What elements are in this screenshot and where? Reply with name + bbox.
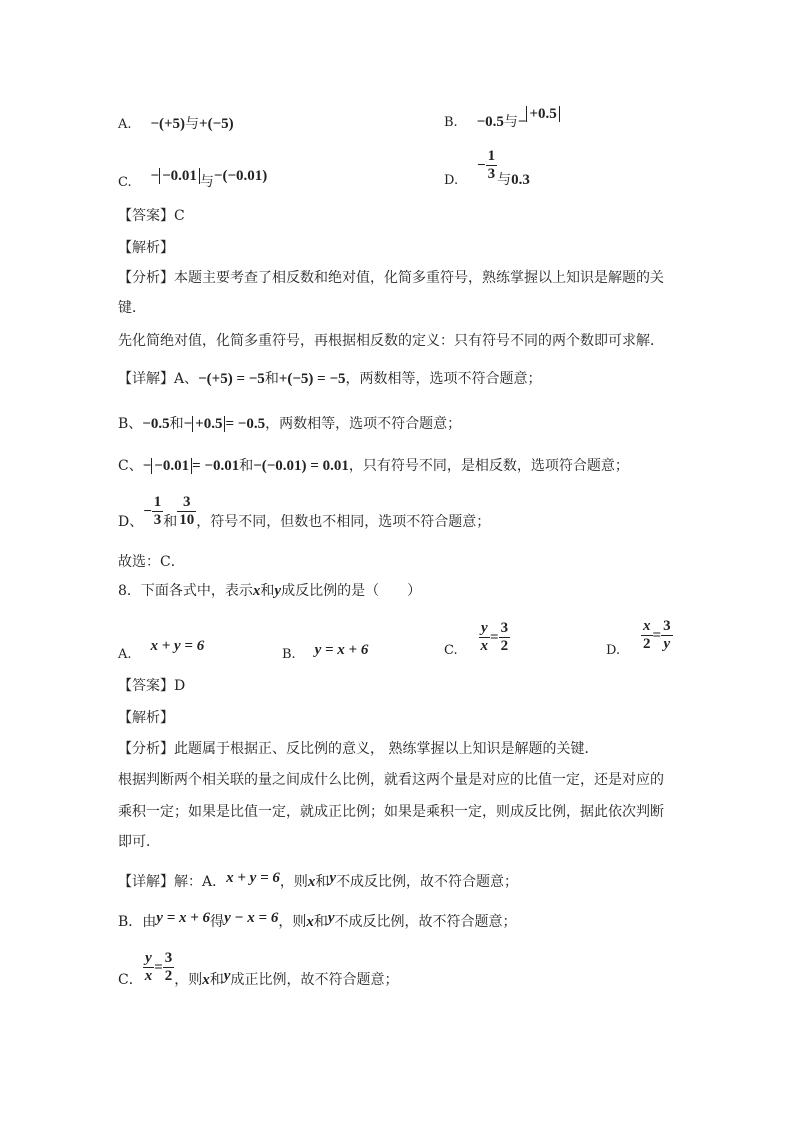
denominator: 3: [487, 166, 496, 182]
math-var: x: [307, 874, 316, 890]
equals-sign: =: [490, 629, 499, 646]
text: B．由: [118, 914, 157, 930]
option-label: A.: [118, 117, 132, 132]
denominator: 2: [643, 636, 651, 652]
analysis-text: 【分析】此题属于根据正、反比例的意义， 熟练掌握以上知识是解题的关键．: [118, 741, 599, 757]
abs-expr: +0.5: [526, 106, 559, 122]
text: 不成反比例，故不符合题意；: [334, 914, 517, 930]
text: 与: [503, 114, 518, 130]
option-label: B.: [282, 647, 296, 662]
q8-detail-c: C． $\frac{y}{x}$ = $\frac{3}{2}$ ，则x和y成正比例，故不符合题意；: [118, 950, 399, 988]
option-label: C.: [118, 175, 132, 190]
q8-detail-a: [118, 872, 518, 892]
math-var: y: [329, 870, 337, 886]
math-var: x: [252, 583, 261, 599]
answer: 【答案】C: [118, 208, 185, 224]
abs-expr: +0.5: [192, 416, 225, 432]
numerator: 1: [153, 494, 162, 510]
text: 和: [313, 914, 328, 930]
denominator: x: [480, 638, 489, 654]
text: 与: [185, 116, 200, 132]
numerator: 3: [500, 620, 509, 636]
q7-option-a: [118, 114, 234, 135]
math-expr: x + y = 6: [226, 870, 280, 886]
denominator: x: [144, 968, 153, 984]
fraction: [661, 618, 673, 653]
math-expr: = −0.01: [192, 458, 240, 474]
math-expr: −(+5) = −5: [198, 371, 265, 387]
q7-detail-c: [118, 456, 629, 476]
math-expr: −0.5: [142, 416, 170, 432]
text: C．: [118, 971, 143, 988]
math-expr: +(−5) = −5: [278, 371, 346, 387]
q7-option-c: [118, 168, 268, 193]
text: 和: [315, 874, 330, 890]
q8-stem: [118, 581, 421, 601]
fraction: [641, 618, 653, 653]
text: 和: [239, 458, 254, 474]
numerator: 1: [487, 148, 496, 164]
minus-sign: −: [477, 157, 486, 174]
option-label: D.: [606, 642, 621, 658]
math-expr: y = x + 6: [156, 910, 211, 926]
fraction: [143, 950, 155, 985]
text: 不成反比例，故不符合题意；: [336, 874, 519, 890]
math-expr: y − x = 6: [224, 910, 279, 926]
answer: 【答案】D: [118, 678, 186, 694]
math-expr: = −0.5: [225, 416, 266, 432]
math-expr: −: [517, 114, 527, 130]
text: ，只有符号不同，是相反数，选项符合题意；: [348, 458, 629, 474]
denominator: y: [663, 636, 671, 652]
math-expr: +(−5): [199, 116, 234, 132]
math-var: y: [327, 910, 335, 926]
fraction: [163, 950, 175, 985]
math-var: x: [202, 971, 210, 988]
text: ，两数相等，选项不符合题意；: [345, 371, 542, 387]
minus-sign: −: [143, 503, 152, 520]
denominator: 10: [179, 512, 195, 528]
q7-detail-d: [118, 494, 490, 529]
q8-option-b: [282, 644, 368, 665]
analysis-text: 【分析】本题主要考查了相反数和绝对值，化简多重符号，熟练掌握以上知识是解题的关: [118, 270, 664, 286]
q7-detail-b: [118, 414, 461, 434]
fraction: [479, 620, 491, 655]
text: C、: [118, 458, 143, 474]
text: ，则: [279, 874, 308, 890]
text: 【详解】A、: [118, 371, 199, 387]
q8-option-d: [606, 618, 673, 658]
math-expr: −(+5): [150, 116, 186, 132]
numerator: 3: [177, 494, 196, 512]
math-expr: −(−0.01): [213, 168, 268, 184]
math-expr: −(−0.01) = 0.01: [253, 458, 349, 474]
math-var: y: [223, 967, 231, 984]
denominator: 2: [164, 968, 173, 984]
analysis-text: 根据判断两个相关联的量之间成什么比例，就看这两个量是对应的比值一定，还是对应的: [118, 772, 664, 788]
q8-option-c: [444, 620, 510, 658]
fraction: [486, 148, 498, 183]
math-expr: x + y = 6: [150, 638, 205, 654]
option-label: D.: [444, 172, 459, 188]
text: 8．下面各式中，表示: [118, 583, 253, 599]
math-var: x: [306, 914, 314, 930]
text: 【详解】解：A．: [118, 874, 227, 890]
conclusion: 故选：C．: [118, 554, 185, 570]
denominator: 2: [500, 638, 509, 654]
fraction: [499, 620, 511, 655]
text: 和: [169, 416, 184, 432]
option-label: A.: [118, 647, 132, 662]
option-label: C.: [444, 642, 458, 658]
text: D、: [118, 513, 144, 530]
analysis-text: 即可．: [118, 834, 160, 850]
text: 和: [260, 583, 275, 599]
q7-detail-a: [118, 369, 542, 389]
text: 和: [209, 971, 224, 988]
math-expr: −: [183, 416, 193, 432]
q7-option-d: [444, 148, 530, 188]
option-label: B.: [444, 115, 458, 130]
numerator: x: [643, 618, 651, 634]
numerator: 3: [663, 618, 671, 634]
equals-sign: =: [652, 627, 662, 644]
analysis-text: 乘积一定；如果是比值一定，就成正比例；如果是乘积一定，则成反比例，据此依次判断: [118, 804, 664, 820]
math-expr: −: [150, 168, 160, 184]
text: ，则: [278, 914, 307, 930]
q7-option-b: [444, 106, 560, 133]
analysis-text: 先化简绝对值，化简多重符号，再根据相反数的定义：只有符号不同的两个数即可求解．: [118, 333, 664, 349]
q8-option-a: [118, 638, 205, 665]
abs-expr: −0.01: [159, 168, 200, 184]
text: ，两数相等，选项不符合题意；: [265, 416, 462, 432]
math-expr: 0.3: [511, 171, 530, 188]
text: 成反比例的是（ ）: [281, 583, 422, 599]
text: 成正比例，故不符合题意；: [230, 971, 399, 988]
text: 和: [163, 513, 178, 530]
math-var: y: [274, 583, 282, 599]
analysis-heading: 【解析】: [118, 240, 174, 256]
q8-detail-b: [118, 912, 517, 932]
denominator: 3: [153, 512, 162, 528]
text: 和: [264, 371, 279, 387]
text: 得: [210, 914, 225, 930]
numerator: 3: [164, 950, 173, 966]
math-expr: −0.5: [476, 114, 504, 130]
abs-expr: −0.01: [151, 458, 192, 474]
text: ，则: [174, 971, 203, 988]
math-expr: y = x + 6: [314, 642, 369, 658]
analysis-heading: 【解析】: [118, 710, 174, 726]
numerator: y: [479, 620, 491, 638]
text: B、: [118, 416, 143, 432]
analysis-text: 键．: [118, 300, 146, 316]
numerator: y: [143, 950, 155, 968]
text: 与: [497, 171, 512, 188]
text: 与: [199, 174, 214, 190]
fraction: [177, 494, 196, 529]
fraction: [152, 494, 164, 529]
text: ，符号不同，但数也不相同，选项不符合题意；: [196, 513, 491, 530]
math-expr: −: [142, 458, 152, 474]
